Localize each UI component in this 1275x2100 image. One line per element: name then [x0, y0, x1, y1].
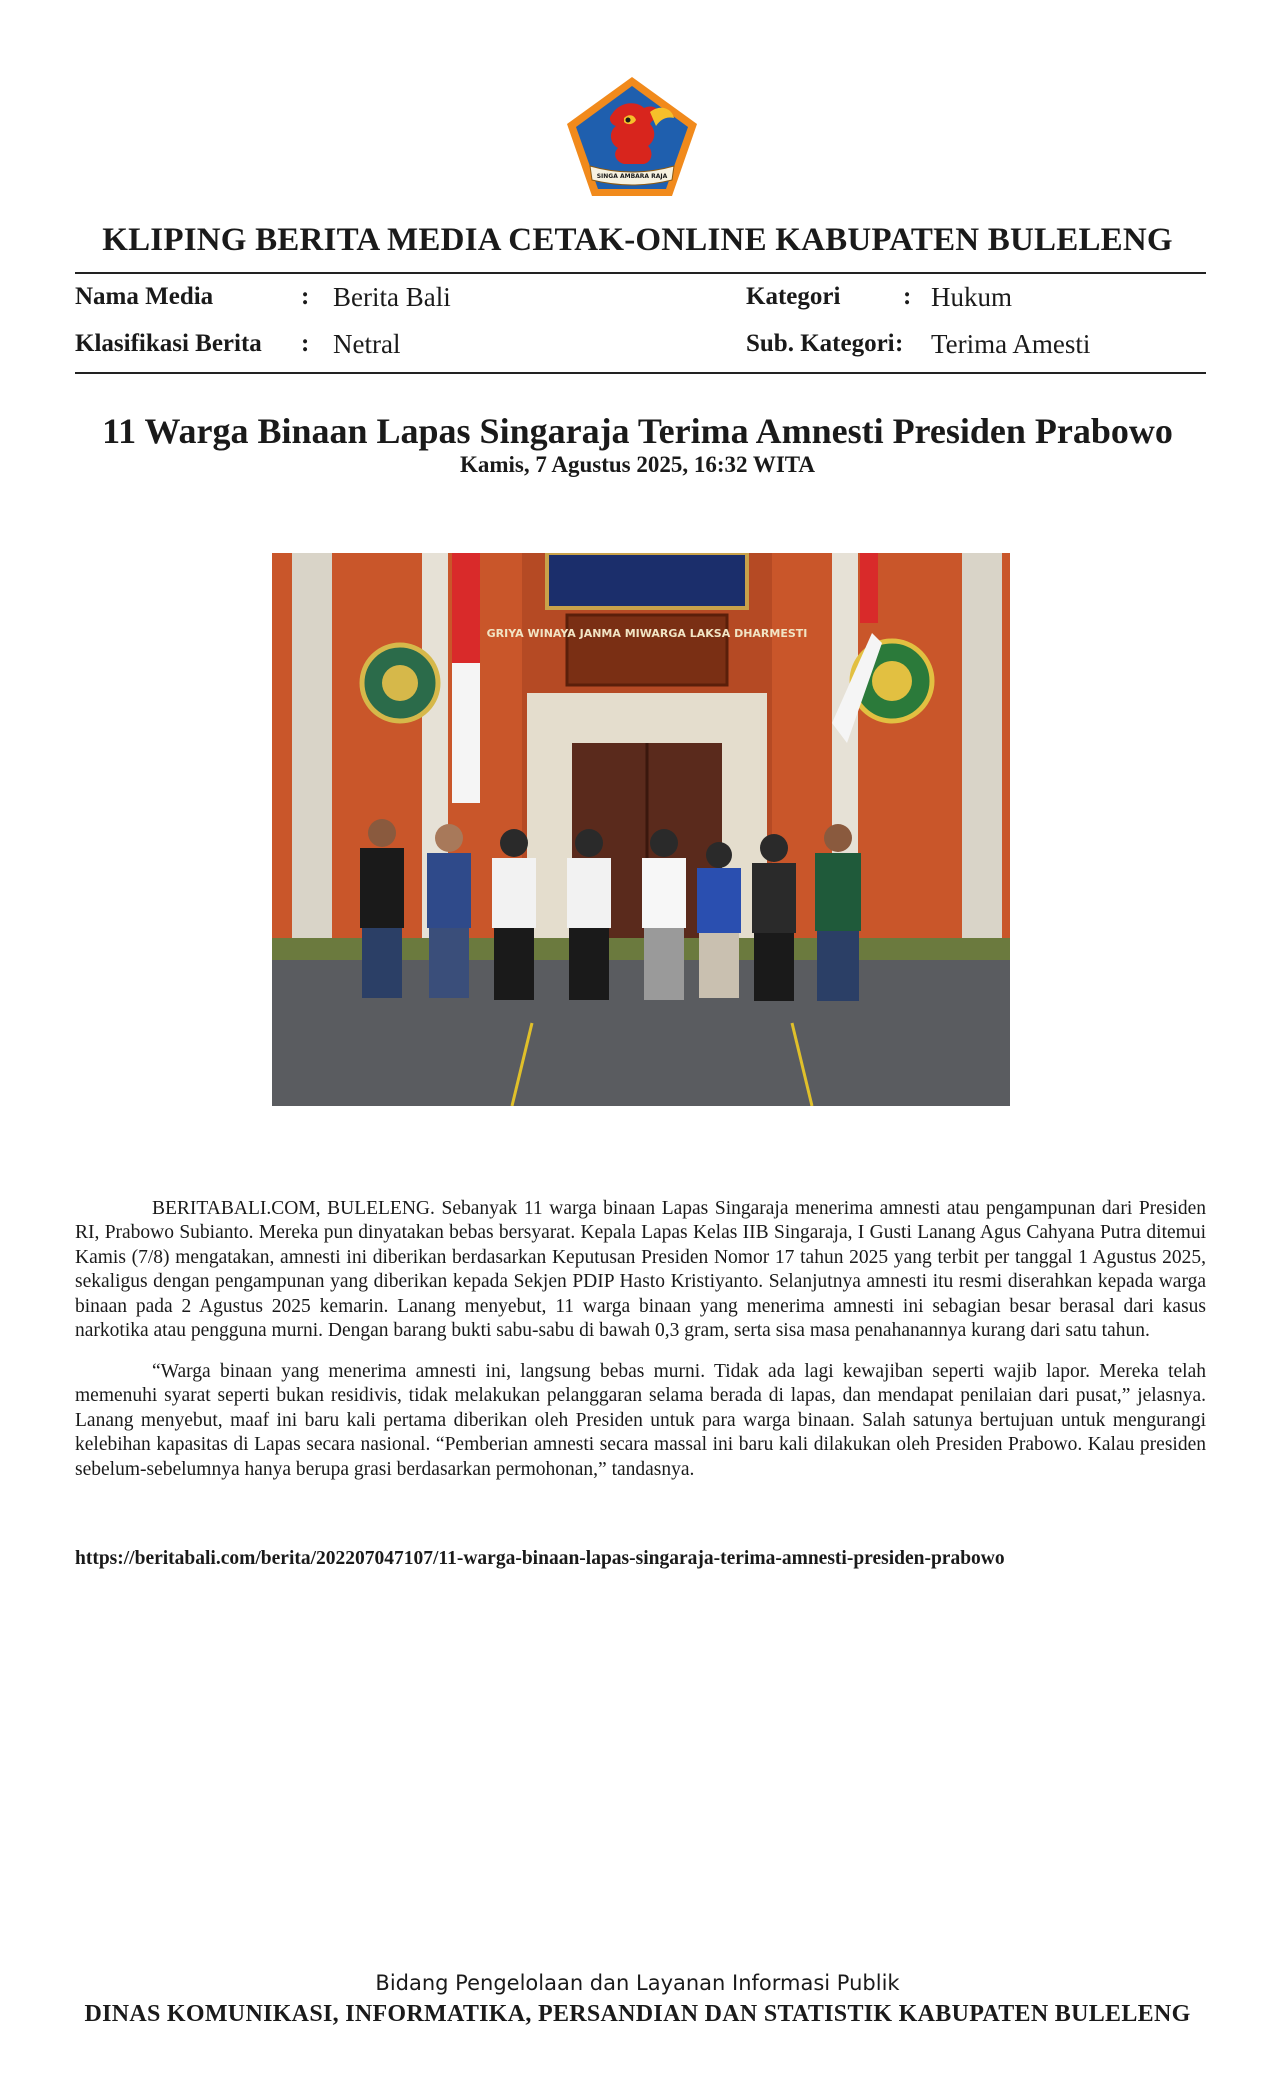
klasifikasi-colon: : [301, 330, 310, 357]
subkategori-label: Sub. Kategori [746, 330, 895, 357]
media-label: Nama Media [75, 283, 214, 310]
header-divider-top [75, 272, 1206, 274]
footer-department: Bidang Pengelolaan dan Layanan Informasi Publik [375, 1971, 900, 1995]
media-value: Berita Bali [333, 282, 451, 312]
kategori-colon: : [903, 283, 912, 310]
article-photo [272, 553, 1010, 1106]
source-link[interactable]: https://beritabali.com/berita/202207047107/11-warga-binaan-lapas-singaraja-terima-amnesti-presiden-prabowo [75, 1548, 1005, 1569]
subkategori-value: Terima Amesti [931, 329, 1091, 359]
photo-sign-text: GRIYA WINAYA JANMA MIWARGA LAKSA DHARMESTI [486, 627, 808, 640]
article-paragraph-2: “Warga binaan yang menerima amnesti ini, langsung bebas murni. Tidak ada lagi kewajiban seperti wajib lapor. Mereka telah memenuhi syarat seperti bukan residivis, tidak melakukan pelanggaran selama berada di lapas, dan mendapat penilaian dari pusat,” jelasnya. Lanang menyebut, maaf ini baru kali pertama diberikan oleh Presiden untuk para warga binaan. Salah satunya bertujuan untuk mengurangi kelebihan kapasitas di Lapas secara nasional. “Pemberian amnesti secara massal ini baru kali dilakukan oleh Presiden Prabowo. Kalau presiden sebelum-sebelumnya hanya berupa grasi berdasarkan permohonan,” tandasnya. [75, 1361, 1206, 1480]
singa-ambara-raja-emblem-icon [564, 74, 700, 200]
header-title: KLIPING BERITA MEDIA CETAK-ONLINE KABUPATEN BULELENG [102, 222, 1173, 258]
logo-motto: SINGA AMBARA RAJA [596, 173, 668, 180]
group-photo-image [272, 553, 1010, 1106]
article-title: 11 Warga Binaan Lapas Singaraja Terima Amnesti Presiden Prabowo [102, 411, 1173, 451]
kategori-value: Hukum [931, 282, 1012, 312]
article-date: Kamis, 7 Agustus 2025, 16:32 WITA [459, 452, 816, 477]
media-colon: : [301, 283, 310, 310]
article-paragraph-1: BERITABALI.COM, BULELENG. Sebanyak 11 warga binaan Lapas Singaraja menerima amnesti atau pengampunan dari Presiden RI, Prabowo Subianto. Mereka pun dinyatakan bebas bersyarat. Kepala Lapas Kelas IIB Singaraja, I Gusti Lanang Agus Cahyana Putra ditemui Kamis (7/8) mengatakan, amnesti ini diberikan berdasarkan Keputusan Presiden Nomor 17 tahun 2025 yang terbit per tanggal 1 Agustus 2025, sekaligus dengan pengampunan yang diberikan kepada Sekjen PDIP Hasto Kristiyanto. Selanjutnya amnesti itu resmi diserahkan kepada warga binaan pada 2 Agustus 2025 kemarin. Lanang menyebut, 11 warga binaan yang menerima amnesti ini sebagian besar berasal dari kasus narkotika atau pengguna murni. Dengan barang bukti sabu-sabu di bawah 0,3 gram, serta sisa masa penahanannya kurang dari satu tahun. [75, 1198, 1206, 1342]
klasifikasi-value: Netral [333, 329, 401, 359]
footer-agency: DINAS KOMUNIKASI, INFORMATIKA, PERSANDIAN DAN STATISTIK KABUPATEN BULELENG [84, 2001, 1191, 2027]
klasifikasi-label: Klasifikasi Berita [75, 330, 262, 357]
kategori-label: Kategori [746, 283, 841, 310]
header-divider-bottom [75, 372, 1206, 374]
regency-logo [564, 74, 700, 200]
subkategori-colon: : [895, 330, 904, 357]
